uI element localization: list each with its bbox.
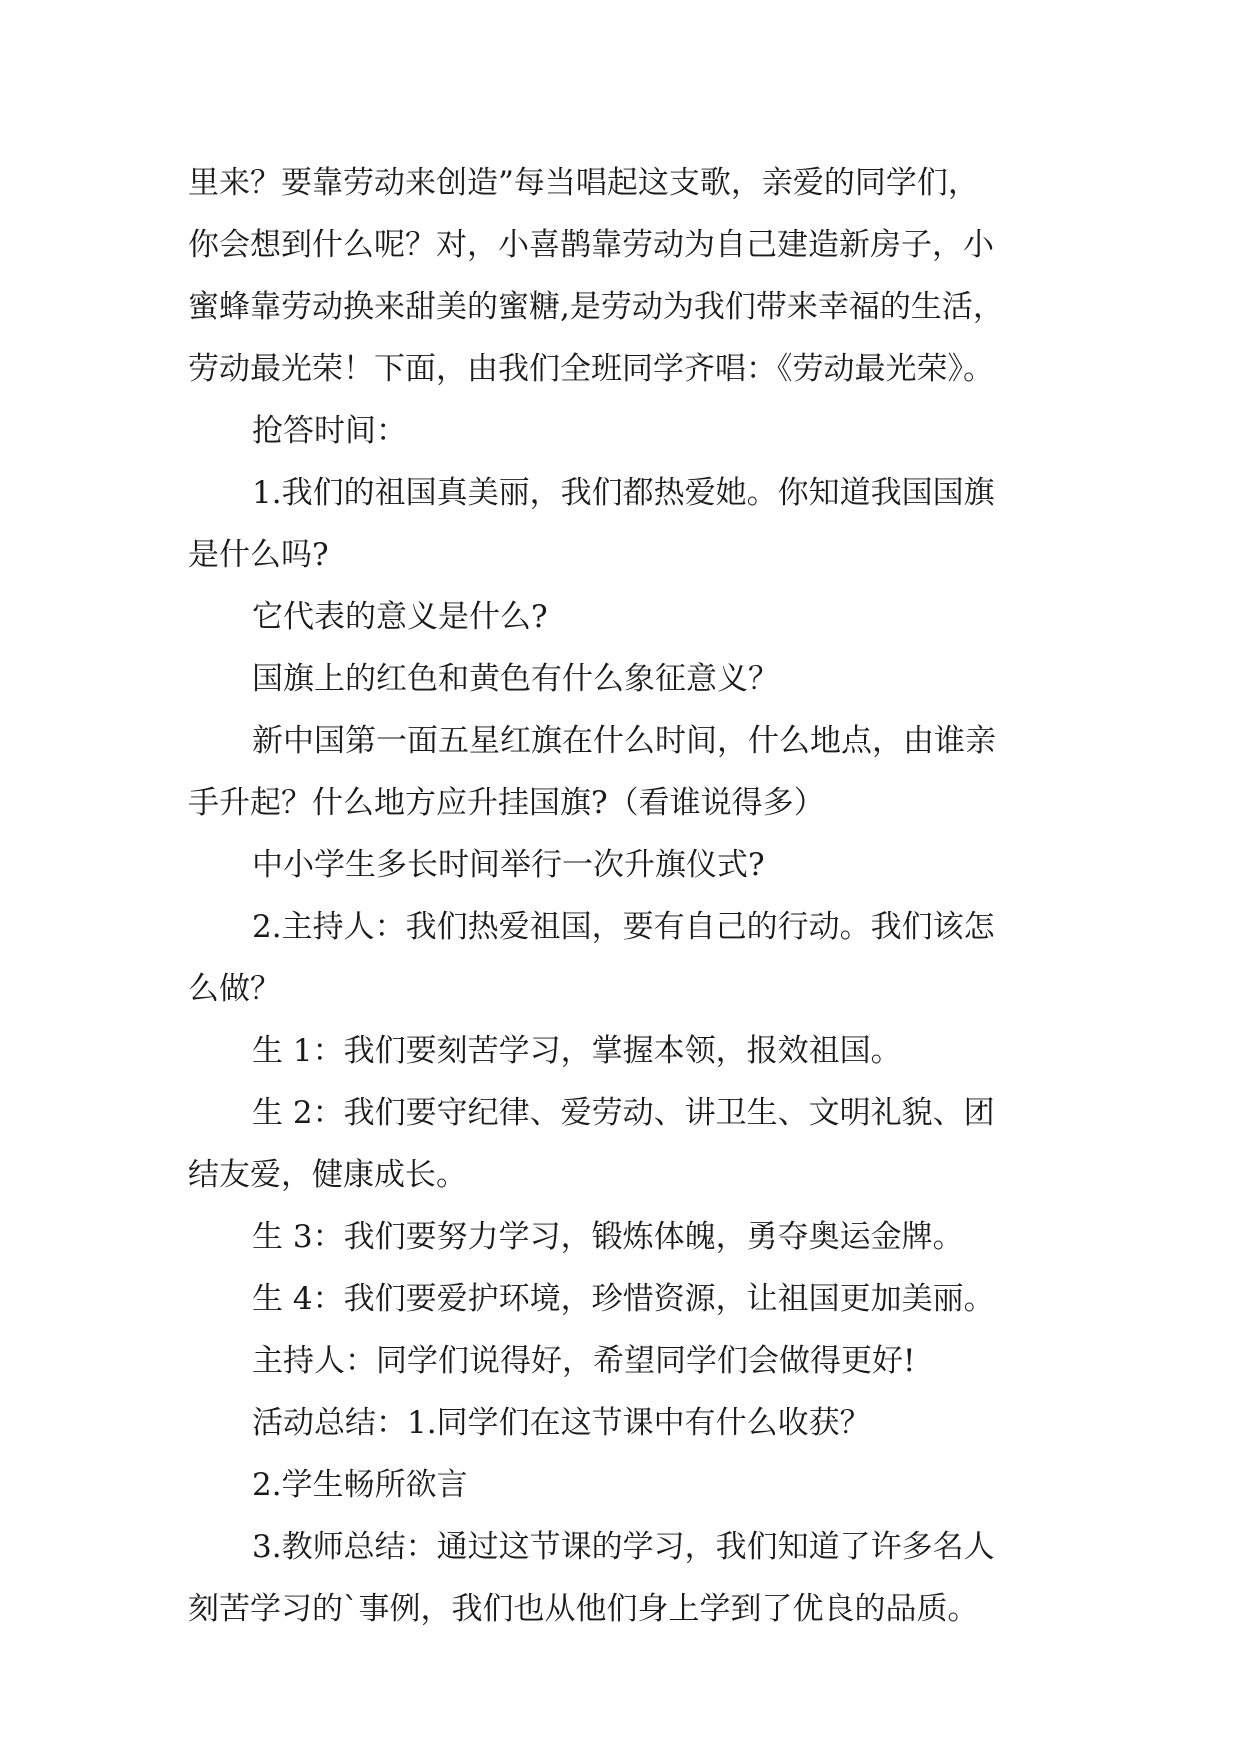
paragraph bbox=[188, 648, 1088, 710]
text-line: 它代表的意义是什么? bbox=[252, 599, 548, 635]
text-line: 主持人：同学们说得好，希望同学们会做得更好! bbox=[252, 1343, 916, 1379]
document-body bbox=[188, 152, 1088, 1640]
paragraph bbox=[188, 1268, 1088, 1330]
paragraph bbox=[188, 152, 1088, 400]
text-line: 生 2：我们要守纪律、爱劳动、讲卫生、文明礼貌、团 bbox=[252, 1095, 995, 1131]
text-line: 2.主持人：我们热爱祖国，要有自己的行动。我们该怎 bbox=[252, 909, 995, 945]
paragraph bbox=[188, 1392, 1088, 1454]
text-line: 劳动最光荣！下面，由我们全班同学齐唱：《劳动最光荣》。 bbox=[188, 351, 994, 387]
text-line: 中小学生多长时间举行一次升旗仪式? bbox=[252, 847, 765, 883]
text-line: 生 4：我们要爱护环境，珍惜资源，让祖国更加美丽。 bbox=[252, 1281, 995, 1317]
text-line: 结友爱，健康成长。 bbox=[188, 1157, 467, 1193]
document-page bbox=[188, 152, 1088, 1640]
paragraph bbox=[188, 1330, 1088, 1392]
text-line: 生 1：我们要刻苦学习，掌握本领，报效祖国。 bbox=[252, 1033, 902, 1069]
text-line: 么做？ bbox=[188, 971, 281, 1007]
text-line: 2.学生畅所欲言 bbox=[252, 1467, 468, 1503]
paragraph bbox=[188, 462, 1088, 586]
text-line: 国旗上的红色和黄色有什么象征意义？ bbox=[252, 661, 779, 697]
text-line: 是什么吗? bbox=[188, 537, 329, 573]
text-line: 里来？要靠劳动来创造”每当唱起这支歌，亲爱的同学们， bbox=[188, 165, 979, 201]
paragraph bbox=[188, 1020, 1088, 1082]
text-line: 1.我们的祖国真美丽，我们都热爱她。你知道我国国旗 bbox=[252, 475, 995, 511]
paragraph bbox=[188, 400, 1088, 462]
text-line: 你会想到什么呢？对，小喜鹊靠劳动为自己建造新房子，小 bbox=[188, 227, 994, 263]
text-line: 新中国第一面五星红旗在什么时间，什么地点，由谁亲 bbox=[252, 723, 996, 759]
paragraph bbox=[188, 896, 1088, 1020]
paragraph bbox=[188, 586, 1088, 648]
paragraph bbox=[188, 1082, 1088, 1206]
paragraph bbox=[188, 1206, 1088, 1268]
paragraph bbox=[188, 1516, 1088, 1640]
text-line: 抢答时间： bbox=[252, 413, 407, 449]
text-line: 3.教师总结：通过这节课的学习，我们知道了许多名人 bbox=[252, 1529, 995, 1565]
text-line: 蜜蜂靠劳动换来甜美的蜜糖,是劳动为我们带来幸福的生活， bbox=[188, 289, 1004, 325]
text-line: 手升起？什么地方应升挂国旗?（看谁说得多） bbox=[188, 785, 825, 821]
text-line: 活动总结：1.同学们在这节课中有什么收获？ bbox=[252, 1405, 871, 1441]
paragraph bbox=[188, 834, 1088, 896]
paragraph bbox=[188, 710, 1088, 834]
paragraph bbox=[188, 1454, 1088, 1516]
text-line: 刻苦学习的`事例，我们也从他们身上学到了优良的品质。 bbox=[188, 1591, 979, 1627]
text-line: 生 3：我们要努力学习，锻炼体魄，勇夺奥运金牌。 bbox=[252, 1219, 964, 1255]
